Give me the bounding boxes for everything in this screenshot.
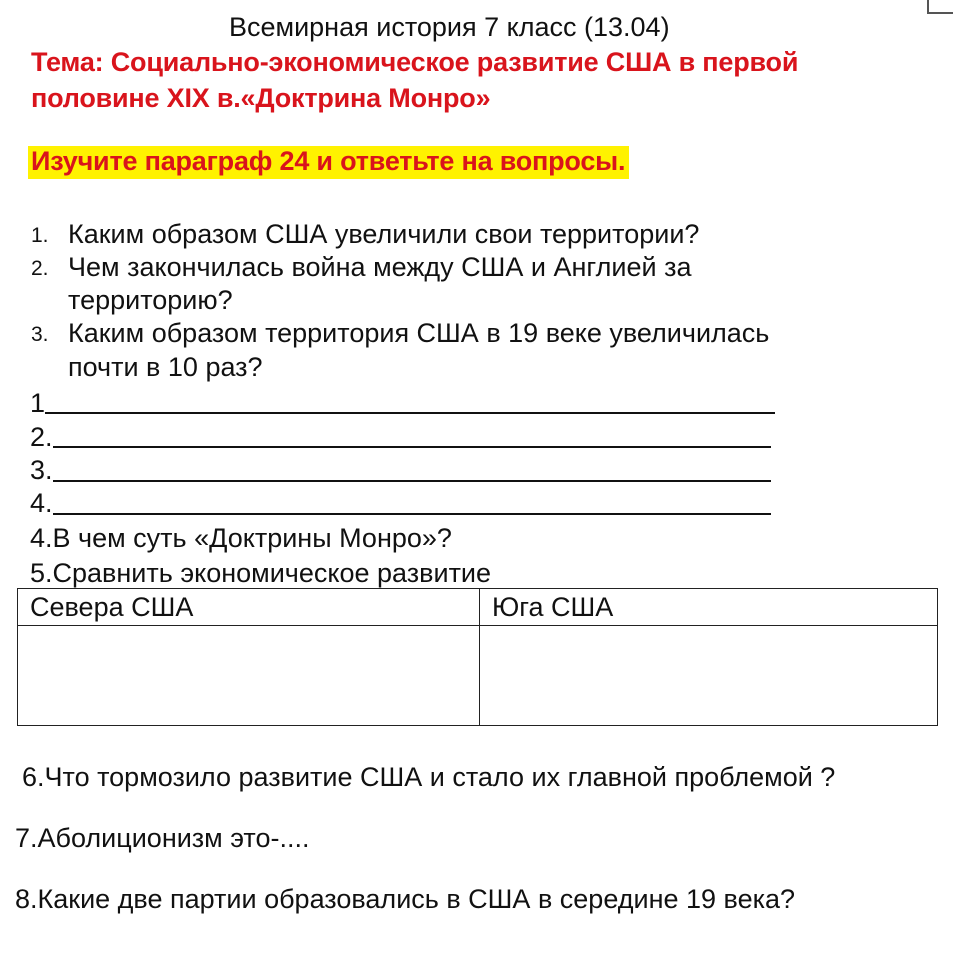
question-2-text-line-2: территорию? bbox=[68, 285, 233, 315]
answer-line-3-label: 3. bbox=[30, 455, 53, 485]
answer-line-1[interactable] bbox=[45, 412, 775, 414]
question-3-text-line-2: почти в 10 раз? bbox=[68, 352, 263, 382]
answer-line-3[interactable] bbox=[53, 480, 771, 482]
question-8: 8.Какие две партии образовались в США в середине 19 века? bbox=[15, 884, 796, 914]
table-row bbox=[18, 626, 938, 726]
header-south-usa: Юга США bbox=[480, 589, 938, 626]
question-5: 5.Сравнить экономическое развитие bbox=[30, 558, 492, 588]
topic-line-1: Тема: Социально-экономическое развитие США в первой bbox=[31, 47, 799, 77]
question-4: 4.В чем суть «Доктрины Монро»? bbox=[30, 523, 452, 553]
question-6: 6.Что тормозило развитие США и стало их главной проблемой ? bbox=[22, 762, 836, 792]
worksheet-title: Всемирная история 7 класс (13.04) bbox=[229, 12, 670, 42]
header-north-usa: Севера США bbox=[18, 589, 480, 626]
answer-line-1-label: 1 bbox=[30, 388, 46, 418]
page-corner-mark bbox=[927, 0, 953, 14]
table-header-row bbox=[18, 589, 938, 626]
answer-line-4-label: 4. bbox=[30, 488, 53, 518]
topic-line-2: половине XIX в.«Доктрина Монро» bbox=[31, 83, 491, 113]
comparison-table bbox=[17, 588, 938, 726]
cell-north-usa[interactable] bbox=[18, 626, 480, 726]
answer-line-2[interactable] bbox=[53, 446, 771, 448]
question-2-text-line-1: Чем закончилась война между США и Англией за bbox=[68, 252, 692, 282]
question-1-number: 1. bbox=[31, 224, 49, 247]
question-2-number: 2. bbox=[31, 257, 49, 280]
question-1-text: Каким образом США увеличили свои территории? bbox=[68, 219, 700, 249]
question-7: 7.Аболиционизм это-.... bbox=[15, 823, 310, 853]
answer-line-4[interactable] bbox=[53, 513, 771, 515]
cell-south-usa[interactable] bbox=[480, 626, 938, 726]
answer-line-2-label: 2. bbox=[30, 422, 53, 452]
question-3-number: 3. bbox=[31, 323, 49, 346]
question-3-text-line-1: Каким образом территория США в 19 веке увеличилась bbox=[68, 318, 770, 348]
task-instruction-highlight: Изучите параграф 24 и ответьте на вопросы. bbox=[28, 146, 629, 179]
